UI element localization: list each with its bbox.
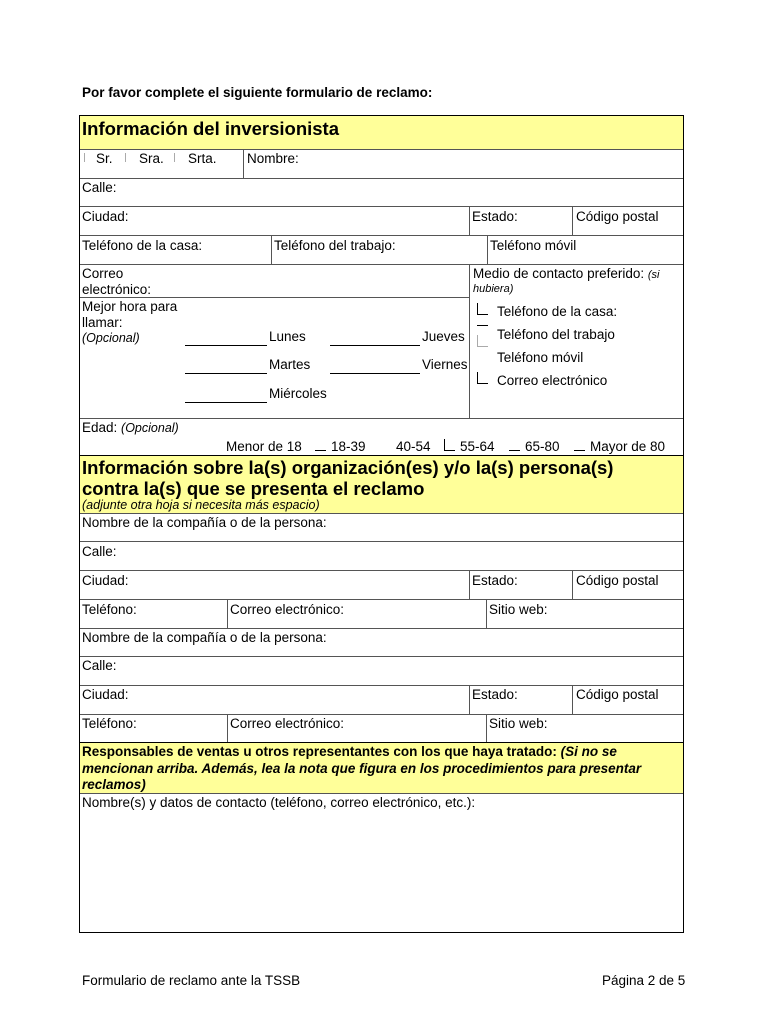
org2-company-field[interactable]: Nombre de la compañía o de la persona: <box>82 630 327 645</box>
pref-home-phone-label: Teléfono de la casa: <box>497 304 618 319</box>
salutation-srta: Srta. <box>188 151 217 166</box>
investor-email-field[interactable]: Correo electrónico: <box>82 266 152 297</box>
org1-email-field[interactable]: Correo electrónico: <box>230 602 345 617</box>
best-time-optional: (Opcional) <box>82 331 140 345</box>
tuesday-time-input[interactable] <box>185 373 267 374</box>
org1-zip-field[interactable]: Código postal <box>576 573 659 588</box>
best-time-label: Mejor hora para llamar: <box>82 299 178 330</box>
intro-text: Por favor complete el siguiente formulario de reclamo: <box>82 85 433 100</box>
age-65-80: 65-80 <box>525 439 560 454</box>
salutation-sra: Sra. <box>139 151 164 166</box>
age-55-64-checkbox[interactable] <box>444 439 455 451</box>
org1-web-field[interactable]: Sitio web: <box>489 602 548 617</box>
monday-time-input[interactable] <box>185 345 267 346</box>
day-friday: Viernes <box>422 357 468 372</box>
org2-zip-field[interactable]: Código postal <box>576 687 659 702</box>
investor-work-phone-field[interactable]: Teléfono del trabajo: <box>274 238 396 253</box>
salutation-sra-checkbox[interactable] <box>125 153 126 162</box>
investor-state-field[interactable]: Estado: <box>472 209 518 224</box>
salutation-sr-checkbox[interactable] <box>84 153 85 162</box>
footer-form-title: Formulario de reclamo ante la TSSB <box>82 973 301 988</box>
salutation-srta-checkbox[interactable] <box>174 153 175 162</box>
age-under-18: Menor de 18 <box>226 439 302 454</box>
org1-street-field[interactable]: Calle: <box>82 544 117 559</box>
wednesday-time-input[interactable] <box>185 402 267 403</box>
orgs-section-title: Información sobre la(s) organización(es) y/o la(s) persona(s) contra la(s) que se presenta el reclamo <box>82 457 614 499</box>
friday-time-input[interactable] <box>330 373 420 374</box>
reps-section-title: Responsables de ventas u otros representantes con los que haya tratado: (Si no se mencionan arriba. Además, lea la nota que figura en los procedimientos para presentar reclamos) <box>82 744 642 792</box>
age-65-80-checkbox[interactable] <box>509 450 520 451</box>
investor-city-field[interactable]: Ciudad: <box>82 209 129 224</box>
pref-email-checkbox[interactable] <box>477 372 488 384</box>
reps-contact-field[interactable]: Nombre(s) y datos de contacto (teléfono, correo electrónico, etc.): <box>82 795 476 810</box>
investor-zip-field[interactable]: Código postal <box>576 209 659 224</box>
investor-mobile-phone-field[interactable]: Teléfono móvil <box>490 238 577 253</box>
investor-name-field[interactable]: Nombre: <box>247 151 299 166</box>
contact-pref-label: Medio de contacto preferido: (si <box>473 266 660 281</box>
org1-company-field[interactable]: Nombre de la compañía o de la persona: <box>82 515 327 530</box>
day-wednesday: Miércoles <box>269 386 327 401</box>
contact-pref-note-cont: hubiera) <box>473 283 514 295</box>
pref-mobile-label: Teléfono móvil <box>497 350 584 365</box>
pref-work-phone-label: Teléfono del trabajo <box>497 327 615 342</box>
day-thursday: Jueves <box>422 329 465 344</box>
investor-section-title: Información del inversionista <box>82 118 340 139</box>
age-over-80-checkbox[interactable] <box>574 450 585 451</box>
orgs-section-subtitle: (adjunte otra hoja si necesita más espacio) <box>82 498 320 512</box>
pref-mobile-checkbox[interactable] <box>477 335 488 347</box>
day-tuesday: Martes <box>269 357 311 372</box>
investor-home-phone-field[interactable]: Teléfono de la casa: <box>82 238 203 253</box>
org2-street-field[interactable]: Calle: <box>82 658 117 673</box>
footer-page-number: Página 2 de 5 <box>602 973 686 988</box>
age-18-39: 18-39 <box>331 439 366 454</box>
org2-email-field[interactable]: Correo electrónico: <box>230 716 345 731</box>
pref-home-phone-checkbox[interactable] <box>477 303 488 315</box>
day-monday: Lunes <box>269 329 306 344</box>
salutation-sr: Sr. <box>96 151 113 166</box>
pref-work-phone-checkbox[interactable] <box>477 325 488 326</box>
age-label: Edad: (Opcional) <box>82 420 179 435</box>
org1-state-field[interactable]: Estado: <box>472 573 518 588</box>
org1-phone-field[interactable]: Teléfono: <box>82 602 137 617</box>
org2-web-field[interactable]: Sitio web: <box>489 716 548 731</box>
age-18-39-checkbox[interactable] <box>315 450 326 451</box>
org2-phone-field[interactable]: Teléfono: <box>82 716 137 731</box>
org2-state-field[interactable]: Estado: <box>472 687 518 702</box>
age-55-64: 55-64 <box>460 439 495 454</box>
age-over-80: Mayor de 80 <box>590 439 666 454</box>
thursday-time-input[interactable] <box>330 345 420 346</box>
org1-city-field[interactable]: Ciudad: <box>82 573 129 588</box>
investor-street-field[interactable]: Calle: <box>82 180 117 195</box>
org2-city-field[interactable]: Ciudad: <box>82 687 129 702</box>
age-40-54: 40-54 <box>396 439 431 454</box>
pref-email-label: Correo electrónico <box>497 373 608 388</box>
